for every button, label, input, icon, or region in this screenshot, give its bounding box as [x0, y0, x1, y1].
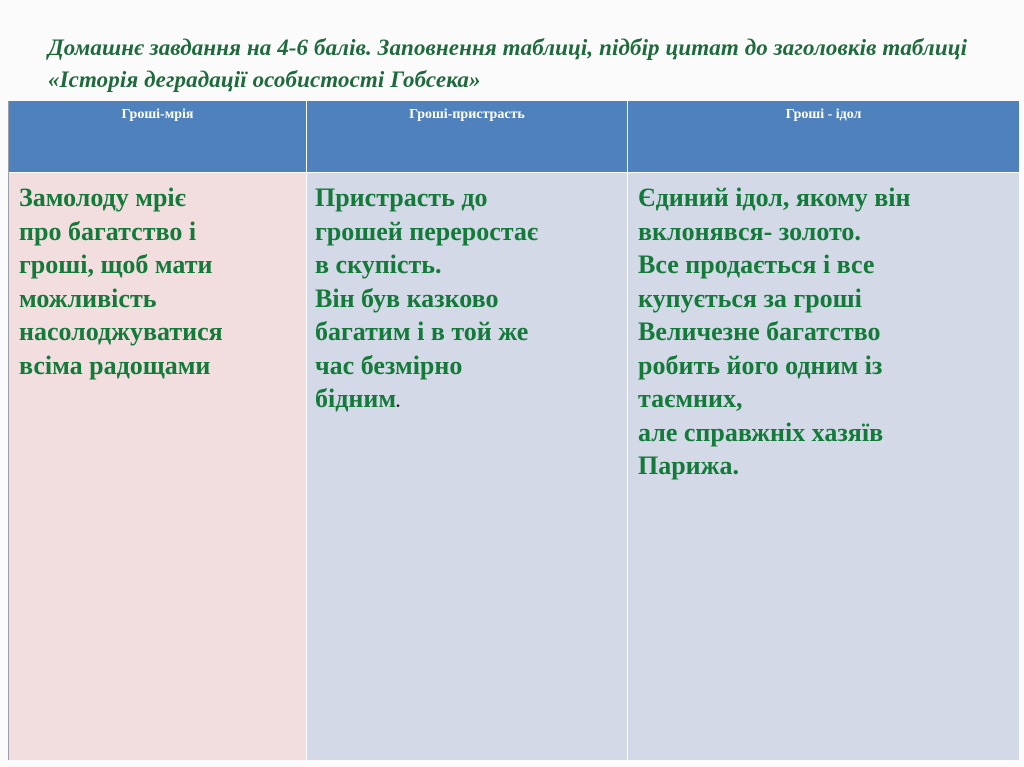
slide-title: Домашнє завдання на 4-6 балів. Заповнення таблиці, підбір цитат до заголовків таблиці «Історія деградації особистості Гобсека»	[48, 35, 968, 92]
cell-money-passion-text: Пристрасть до грошей переростає в скупість. Він був казково багатим і в той же час безмірно бідним	[315, 183, 539, 413]
cell-money-passion	[307, 173, 627, 760]
header-money-passion: Гроші-пристрасть	[409, 107, 525, 122]
cell-money-idol-text: Єдиний ідол, якому він вклонявся- золото. Все продається і все купується за гроші Величезне багатство робить його одним із таємних, але справжніх хазяїв Парижа.	[638, 183, 911, 480]
quote-table	[8, 101, 1019, 760]
cell-money-dream-text: Замолоду мріє про багатство і гроші, щоб мати можливість насолоджуватися всіма радощами	[19, 183, 223, 380]
header-money-dream: Гроші-мрія	[121, 107, 194, 122]
cell-money-passion-period: .	[396, 394, 401, 411]
table-header-row	[9, 101, 1019, 172]
cell-money-idol	[628, 173, 1019, 760]
cell-money-dream	[9, 173, 306, 760]
header-money-idol: Гроші - ідол	[785, 107, 862, 122]
